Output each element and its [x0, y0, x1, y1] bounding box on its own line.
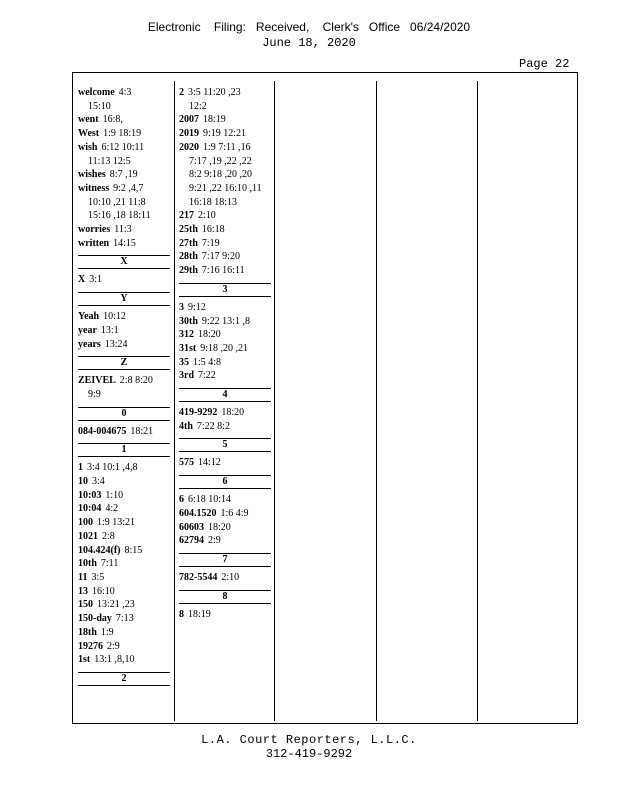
reporter-name: L.A. Court Reporters, L.L.C. — [201, 733, 417, 747]
column-divider — [477, 81, 478, 721]
index-word: 10:03 — [78, 489, 102, 501]
index-word: welcome — [78, 87, 115, 98]
index-references: 7:17 9:20 — [201, 251, 240, 263]
reporter-phone: 312-419-9292 — [265, 747, 353, 761]
index-references: 4:2 — [105, 503, 119, 515]
index-entry — [179, 507, 271, 521]
index-word: 3rd — [179, 370, 194, 382]
index-word: 100 — [78, 517, 93, 529]
index-references: 16:10 — [92, 585, 115, 597]
index-references: 8:2 9:18 ,20 ,20 — [189, 169, 253, 181]
index-word: 19276 — [78, 640, 103, 652]
index-word: 150-day — [78, 613, 112, 625]
index-references: 3:5 — [91, 571, 105, 583]
index-entry — [78, 388, 170, 402]
index-references: 2:8 8:20 — [119, 375, 153, 387]
index-references: 6:12 10:11 — [101, 141, 145, 153]
index-references: 9:2 ,4,7 — [113, 182, 144, 194]
index-word: witness — [78, 182, 110, 194]
index-entry — [78, 113, 170, 127]
index-word: 11 — [78, 571, 88, 583]
index-entry — [78, 653, 170, 667]
index-references: 11:3 — [114, 224, 132, 236]
index-section-header: 8 — [179, 590, 271, 604]
index-references: 2:8 — [102, 530, 115, 542]
index-entry — [179, 493, 271, 507]
index-entry — [78, 374, 170, 388]
index-word: 2 — [179, 87, 184, 98]
index-entry — [179, 250, 271, 264]
index-word: ZEIVEL — [78, 375, 116, 387]
index-word: went — [78, 114, 99, 126]
index-word: 62794 — [179, 535, 204, 547]
index-entry — [179, 571, 271, 585]
index-word: 4th — [179, 420, 193, 432]
index-references: 1:9 13:21 — [97, 517, 136, 529]
index-word: 419-9292 — [179, 407, 218, 419]
index-word: 60603 — [179, 521, 204, 533]
index-word: 6 — [179, 494, 184, 506]
index-references: 16:18 18:13 — [189, 196, 238, 208]
index-entry — [179, 456, 271, 470]
index-section-header: 2 — [78, 672, 170, 686]
index-references: 1:9 18:19 — [103, 128, 142, 140]
index-section-header: 7 — [179, 553, 271, 567]
index-entry — [78, 86, 170, 100]
index-entry — [78, 196, 170, 210]
index-word: 2019 — [179, 128, 199, 140]
index-entry — [179, 315, 271, 329]
index-word: 217 — [179, 210, 194, 222]
index-references: 9:22 13:1 ,8 — [201, 315, 250, 327]
index-section-header: X — [78, 255, 170, 269]
index-entry — [179, 196, 271, 210]
index-entry — [78, 544, 170, 558]
index-word: 35 — [179, 356, 189, 368]
index-references: 3:4 — [92, 476, 105, 488]
index-entry — [78, 338, 170, 352]
index-references: 11:13 12:5 — [88, 155, 131, 167]
index-references: 13:1 ,8,10 — [94, 654, 135, 666]
index-entry — [78, 127, 170, 141]
index-word: 604.1520 — [179, 507, 217, 519]
index-entry — [179, 168, 271, 182]
index-references: 18:20 — [221, 407, 245, 419]
index-references: 1:6 4:9 — [220, 507, 249, 519]
index-references: 18:20 — [208, 521, 231, 533]
index-entry — [78, 516, 170, 530]
index-entry — [179, 237, 271, 251]
index-word: 29th — [179, 265, 198, 277]
index-word: 1st — [78, 654, 91, 666]
index-entry — [78, 502, 170, 516]
index-word: 13 — [78, 585, 88, 597]
word-index-column-2 — [179, 86, 271, 621]
index-entry — [78, 237, 170, 251]
index-word: 150 — [78, 599, 93, 611]
index-word: 084-004675 — [78, 425, 127, 437]
index-entry — [78, 273, 170, 287]
index-section-header: 0 — [78, 407, 170, 421]
index-section-header: 5 — [179, 438, 271, 452]
index-references: 8:7 ,19 — [109, 169, 138, 181]
index-word: years — [78, 338, 101, 350]
index-entry — [78, 324, 170, 338]
index-word: 27th — [179, 237, 198, 249]
index-word: 25th — [179, 224, 198, 236]
word-index-column-1 — [78, 86, 170, 690]
index-references: 14:12 — [198, 457, 221, 469]
column-divider — [376, 81, 377, 721]
index-references: 8:15 — [124, 544, 143, 556]
index-entry — [78, 626, 170, 640]
index-references: 9:12 — [188, 301, 206, 313]
index-references: 2:10 — [221, 571, 240, 583]
index-entry — [179, 209, 271, 223]
column-divider — [174, 81, 175, 721]
index-section-header: Y — [78, 292, 170, 306]
index-entry — [78, 530, 170, 544]
index-references: 7:13 — [115, 613, 134, 625]
index-section-header: 3 — [179, 283, 271, 297]
index-entry — [179, 406, 271, 420]
index-entry — [78, 571, 170, 585]
index-references: 3:1 — [89, 274, 103, 286]
index-references: 16:8, — [102, 114, 123, 126]
index-references: 1:9 — [100, 626, 114, 638]
index-entry — [78, 475, 170, 489]
index-entry — [78, 598, 170, 612]
index-entry — [179, 342, 271, 356]
index-references: 18:20 — [198, 329, 221, 341]
index-references: 2:9 — [107, 640, 120, 652]
index-references: 7:19 — [201, 237, 220, 249]
index-word: 2007 — [179, 114, 199, 126]
index-entry — [179, 113, 271, 127]
index-section-header: 6 — [179, 475, 271, 489]
index-word: 2020 — [179, 141, 199, 153]
index-references: 7:11 — [100, 558, 119, 570]
index-references: 2:9 — [208, 535, 221, 547]
index-references: 7:17 ,19 ,22 ,22 — [189, 155, 252, 167]
index-entry — [78, 461, 170, 475]
index-entry — [179, 264, 271, 278]
index-word: 575 — [179, 457, 194, 469]
index-word: 10 — [78, 476, 88, 488]
index-word: 3 — [179, 301, 184, 313]
index-word: 10:04 — [78, 503, 102, 515]
index-references: 14:15 — [113, 237, 136, 249]
column-divider — [274, 81, 275, 721]
index-section-header: 4 — [179, 388, 271, 402]
index-references: 1:9 7:11 ,16 — [203, 141, 251, 153]
index-references: 12:2 — [189, 100, 207, 112]
index-references: 7:16 16:11 — [201, 265, 245, 277]
index-entry — [78, 585, 170, 599]
index-entry — [179, 155, 271, 169]
index-word: West — [78, 128, 100, 140]
filing-stamp: Electronic Filing: Received, Clerk's Office 06/24/2020 — [147, 20, 471, 34]
index-entry — [78, 310, 170, 324]
index-entry — [78, 141, 170, 155]
index-word: worries — [78, 224, 111, 236]
index-entry — [179, 182, 271, 196]
index-references: 15:10 — [88, 100, 111, 112]
index-word: year — [78, 324, 97, 336]
index-references: 1:10 — [105, 489, 124, 501]
index-references: 1:5 4:8 — [193, 356, 222, 368]
index-references: 18:19 — [203, 114, 226, 126]
index-word: wish — [78, 141, 98, 153]
index-references: 7:22 8:2 — [196, 420, 230, 432]
index-references: 10:12 — [103, 311, 126, 323]
index-references: 7:22 — [198, 370, 216, 382]
index-entry — [78, 155, 170, 169]
index-word: 28th — [179, 251, 198, 263]
index-entry — [179, 141, 271, 155]
index-entry — [78, 640, 170, 654]
index-references: 2:10 — [198, 210, 216, 222]
index-entry — [78, 100, 170, 114]
index-references: 15:16 ,18 18:11 — [88, 210, 151, 222]
index-word: 30th — [179, 315, 198, 327]
index-entry — [179, 369, 271, 383]
index-section-header: Z — [78, 356, 170, 370]
index-entry — [78, 557, 170, 571]
index-references: 9:21 ,22 16:10 ,11 — [189, 182, 262, 194]
index-entry — [78, 182, 170, 196]
index-word: Yeah — [78, 311, 100, 323]
index-references: 4:3 — [118, 87, 132, 98]
index-entry — [78, 489, 170, 503]
index-word: written — [78, 237, 110, 249]
index-references: 16:18 — [201, 224, 225, 236]
page-number: Page 22 — [519, 57, 570, 71]
index-section-header: 1 — [78, 443, 170, 457]
index-references: 3:5 11:20 ,23 — [188, 87, 241, 98]
index-entry — [179, 127, 271, 141]
index-entry — [179, 534, 271, 548]
index-entry — [78, 612, 170, 626]
index-word: 312 — [179, 329, 194, 341]
index-references: 6:18 10:14 — [188, 494, 232, 506]
index-entry — [179, 356, 271, 370]
index-entry — [78, 425, 170, 439]
index-entry — [78, 209, 170, 223]
index-references: 13:21 ,23 — [97, 599, 135, 611]
transcript-date: June 18, 2020 — [262, 36, 356, 50]
index-word: 104.424(f) — [78, 544, 121, 556]
index-word: 8 — [179, 608, 184, 620]
index-entry — [179, 100, 271, 114]
index-references: 13:24 — [104, 338, 128, 350]
index-entry — [179, 328, 271, 342]
index-word: 10th — [78, 558, 97, 570]
index-references: 9:9 — [88, 388, 101, 400]
index-word: 31st — [179, 342, 197, 354]
index-entry — [179, 608, 271, 622]
index-entry — [179, 223, 271, 237]
index-entry — [78, 223, 170, 237]
index-references: 10:10 ,21 11:8 — [88, 196, 146, 208]
index-word: X — [78, 274, 86, 286]
index-references: 3:4 10:1 ,4,8 — [87, 462, 138, 474]
index-word: 1021 — [78, 530, 98, 542]
index-entry — [179, 521, 271, 535]
index-entry — [78, 168, 170, 182]
index-word: 18th — [78, 626, 97, 638]
index-word: 782-5544 — [179, 571, 218, 583]
index-references: 18:19 — [188, 608, 211, 620]
index-references: 9:18 ,20 ,21 — [200, 342, 249, 354]
index-word: 1 — [78, 462, 83, 474]
index-word: wishes — [78, 169, 106, 181]
index-entry — [179, 86, 271, 100]
index-references: 13:1 — [100, 324, 119, 336]
index-entry — [179, 420, 271, 434]
index-references: 9:19 12:21 — [203, 128, 247, 140]
index-entry — [179, 301, 271, 315]
index-references: 18:21 — [130, 425, 154, 437]
